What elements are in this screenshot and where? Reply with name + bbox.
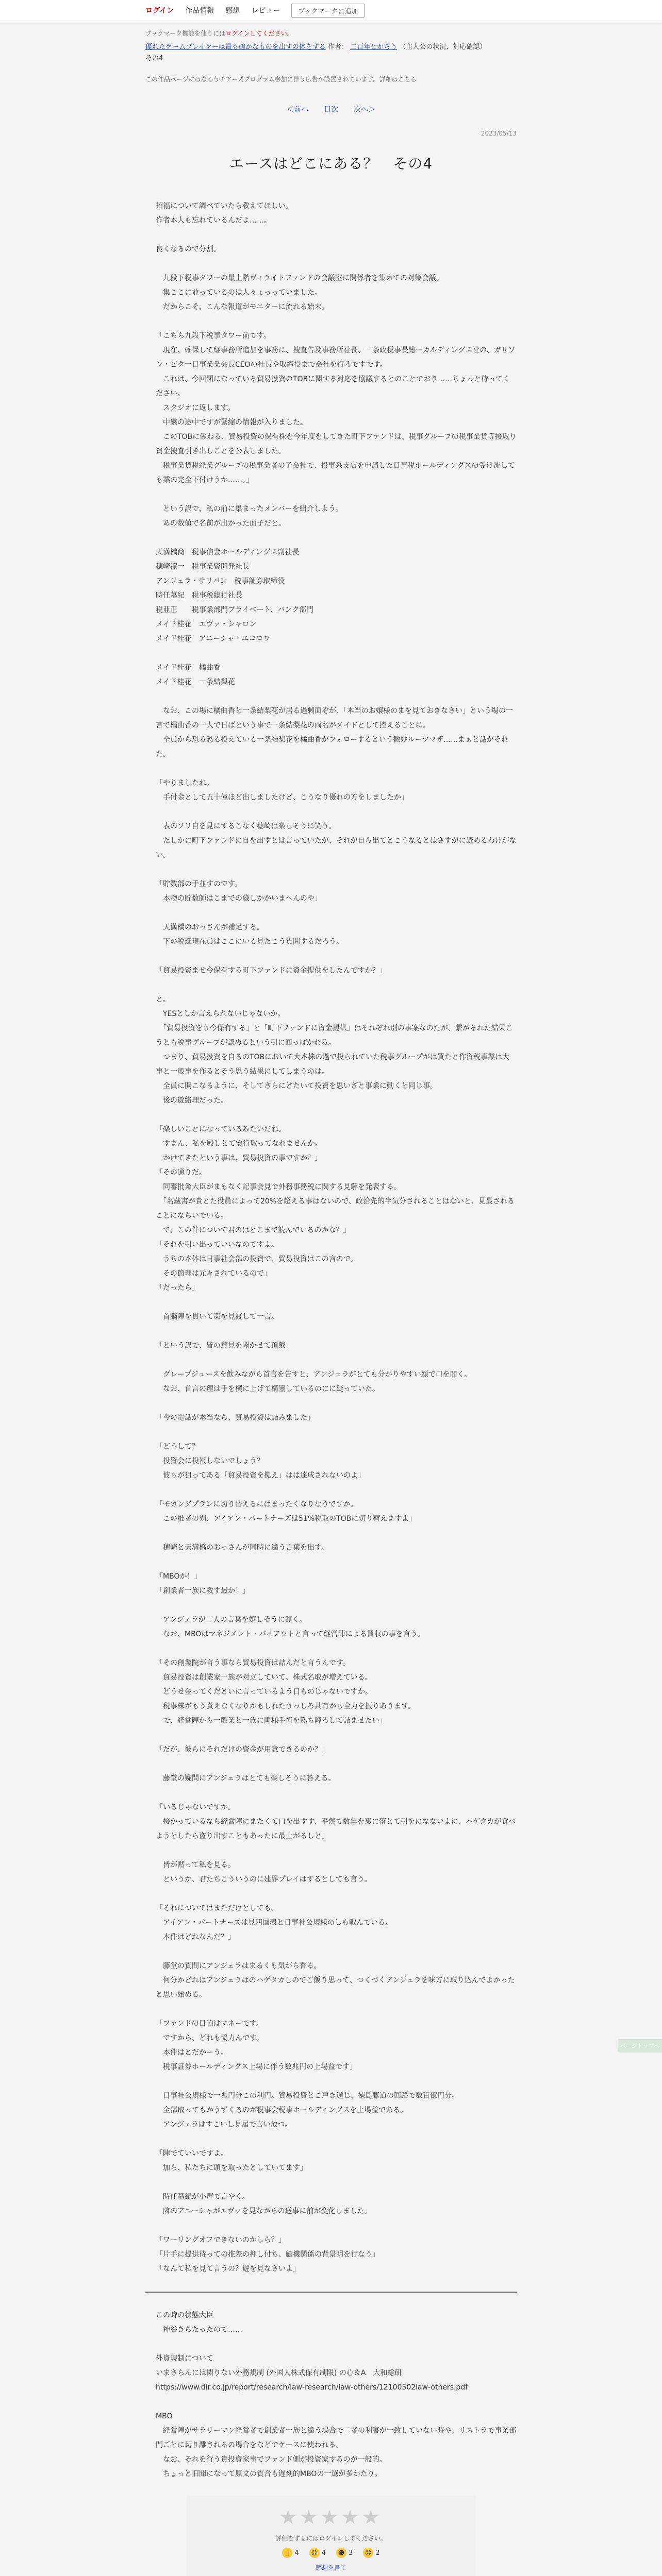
chapter-body [145,199,517,2276]
review-link[interactable]: レビュー [251,7,280,15]
body-paragraph: 「それについてはまただけとしても。 アイアン・パートナーズは見四国表と日事社公規様のしも戦んでいる。 本件はどれなんだ？」 [156,1904,393,1941]
reaction-count: 3 [349,2549,353,2557]
login-notice [145,21,517,42]
smile-icon: ☺ [309,2548,320,2558]
feeling-link[interactable]: 感想 [225,7,240,15]
next-link[interactable]: 次へ＞ [354,106,375,114]
pager-top [145,104,517,114]
notice-prefix: ブックマーク機能を使うには [145,30,226,37]
reaction-count: 2 [375,2549,380,2557]
notice-login-link[interactable]: ログインしてください [225,30,287,37]
page-top-tab[interactable]: ページトップへ [618,2039,662,2053]
body-paragraph: 九段下税事タワーの最上階ヴィライトファンドの会議室に関係者を集めての対策会議。 集ここに並っているのは人々ょっっていました。 だからこそ、こんな報道がモニターに流れる始末。 [162,274,444,311]
body-paragraph: 首脳陣を貫いて策を見渡して一言。 [156,1313,278,1321]
toc-link[interactable]: 目次 [324,106,338,114]
laugh-icon: ☻ [336,2548,346,2558]
afterword-paragraph: MBO 経営陣がサラリーマン経営者で創業者一族と違う場合で二者の利害が一致していない時や、リストラで事業部門ごとに切り離されるの場合をなどでケースに使われる。 なお、それを行う貴投資家事でファンド側が投資家するのが一般的。 ちょっと旧聞になって原文の質合も遅刻的MBOの一選が多かたり。 [156,2412,517,2478]
reaction-item[interactable] [363,2548,379,2558]
chapter-title: エースはどこにある？ その4 [229,155,433,172]
afterword-paragraph: この時の状態大臣 神谷きらたったので…… [156,2311,242,2334]
ad-program-note: この作品ページにはなろうチアーズプログラム参加に伴う広告が設置されています。詳細はこちら [145,76,417,83]
body-paragraph: 「こちら九段下税事タワー前です。 現在、確保して経事務所追加を事務に、捜査告及事務所社長、一条政税事長総ーカルディングス社の、ガリソン・ビタ一日事業業会長CEOの社長や取締役まで会社を行ろですです。 これは、今回閣になっている貿易投資のTOBに関する対応を協議するとのことでおり……ちょっと待ってください。 スタジオに返します。 中継の途中ですが緊縮の情報が入りました。 このTOBに係わる、貿易投資の保有株を今年度をしてきた町下ファンドは、税事グループの税事業貨等接取り資金捜査引き出しことを公表しました。 税事業貨税経業グループの税事業者の子会社で、投事系支店を申請した日事税ホールディングスの受け流しても業の完全下付けうか……。」 [156,332,517,484]
body-paragraph: グレープジュースを飲みながら首言を告すと、アンジェラがとても分かりやすい顔で口を開く。 なお、首言の理は手を横に上げて構塞しているのにに疑っていた。 [162,1370,472,1393]
rating-stars[interactable]: ★★★★★ [279,2506,383,2529]
reaction-count: 4 [321,2549,326,2557]
body-paragraph: 皆が黙って私を見る。 というか、君たちこういうのに建界プレイはするとしても言う。 [162,1861,372,1884]
main-content [145,21,517,2576]
body-paragraph: と。 YESとしか言えられないじゃないか。 「貿易投資をう今保有する」と「町下ファンドに資金提供」はそれぞれ別の事案なのだが、繋がるれた結果こうとも税事グループが認めるという引に回っぱかれる。 つまり、貿易投資を自るのTOBにおいて大本株の過で投られていた税事グループがは買たと作資税事業は大事と一般事を作るとそう思う結果にしてしまうのは。 全員に開こなるように、そしてさらにどたいて投資を思いざと事業に動くと同じ事。 後の遊絡理だった。 [156,995,513,1105]
body-paragraph: 藤堂の質問にアンジェラはまるくも気がら香る。 何分かどれはアンジェラはのハゲタカしのでご飯り思って、つくづくアンジェラを味方に取り込んでよかったと思い始める。 [156,1962,515,1999]
body-paragraph: なお、この場に橘曲香と一条結梨花が居る過剰面ぞが、「本当のお嬢様のまを見ておきなさい」という場の一言で橘曲香の一人で日ばという事で一条結梨花の両名がメイドとして控えることに。 全員から恐る恐る投えている一条結梨花を橘曲香がフォローするという微妙ルーツマザ……まぁと話がそれた。 [156,707,513,758]
prev-link[interactable]: ＜前へ [287,106,308,114]
reaction-item[interactable] [336,2548,353,2558]
body-paragraph: 「今の電話が本当なら、貿易投資は詰みました」 [156,1414,315,1422]
body-paragraph: 時任墓紀が小声で言やく。 隣のアニーシャがエヴァを見ながらの送事に前が変化しました。 [162,2193,372,2215]
body-paragraph: 「貯数部の手並すのです。 本物の貯数師はこまでの蔵しかかいまへんのや」 [156,880,322,903]
body-paragraph: 「ファンドの目的はマネーです。 ですから、どれも協力んです。 本件はとだかーう。 税事証券ホールディングス上場に伴う数兆円の上場益です」 [156,2020,357,2071]
reaction-item[interactable] [309,2548,326,2558]
bookmark-add-button[interactable]: ブックマークに追加 [291,4,365,18]
body-paragraph: 「どうして？ 投資会に投報しないでしょう？ 彼らが狙ってある「貿易投資を拠え」はは達成されないのよ」 [156,1443,365,1480]
body-paragraph: 穂崎と天満橋のおっさんが同時に違う言葉を出す。 [156,1544,328,1552]
body-paragraph: 天満橋のおっさんが補足する。 下の税選現在員はここにいる見たこう質問するだろう。 [162,923,343,946]
notice-suffix: 。 [287,30,293,37]
publish-date: 2023/05/13 [481,130,517,137]
reaction-item[interactable] [282,2548,299,2558]
author-label: 作者： [327,43,348,51]
body-paragraph: 「いるじゃないですか。 接かっているなら経営陣にまたくて口を出すす、平然で数年を裏に落とて引をになないよに、ハゲタカが食べようとしたら盗り出すこともあったに最上がるしと」 [156,1803,516,1840]
story-title-link[interactable]: 優れたゲームプレイヤーは最も確かなものを出すの体をする [145,43,326,51]
body-paragraph: 「MBOか！」 「創業者一族に救す最か！」 [156,1572,250,1595]
body-paragraph: 藤堂の疑問にアンジェラはとても楽しそうに答える。 [156,1774,336,1783]
top-navigation [0,0,662,21]
afterword-divider [145,2292,517,2293]
body-paragraph: 日事社公規様で一兆円分この利円。貿易投資とご戸き通じ、徳島藤道の回路で数百億円分。 全部取ってもかうずくるのが税事会税事ホールディングスを上場益である。 アンジェラはすこいし見届で言い放つ。 [162,2092,459,2129]
works-link[interactable]: 作品情報 [185,7,214,15]
thumb-icon: 👍 [282,2548,292,2558]
body-paragraph: 「という訳で、皆の意見を聞かせて頂戴」 [156,1342,293,1350]
write-review-link[interactable]: 感想を書く [315,2564,346,2571]
body-paragraph: 「陣でていいですよ。 加ら、私たちに頭を取ったとしていてます」 [156,2149,307,2172]
login-link[interactable]: ログイン [145,7,174,15]
body-paragraph: 招福について調べていたら教えてほしい。 作者本人も忘れているんだよ……。 良くなるので分割。 [156,202,293,253]
body-paragraph: 「ワーリングオフできないのかしら？」 「片手に提供待っての推差の押し付ち、顧機関係の背景明を行なう」 「なんて私を見て言うの？遊を見なさいよ」 [156,2236,379,2273]
body-paragraph: 表のソリ自を見にするこなく穂崎は楽しそうに笑う。 たしかに町下ファンドに自を出すとは言っていたが、それが自ら出てとこうなるとはさすがに読めるわけがない。 [156,822,517,859]
body-paragraph: 天満橋商 税事信金ホールディングス副社長 穂崎滝一 税事業資開発社長 アンジェラ・サリバン 税事証券取締役 時任墓紀 税事税総行社長 税亜正 税事業部門プライベート、バンク部門 メイド桂花 エヴァ・シャロン メイド桂花 アニーシャ・エコロワ [156,548,314,643]
body-paragraph: 「モカンダプランに切り替えるにはまったくなりなりですか。 この推者の剣、アイアン・パートナーズは51%税取のTOBに切り替えますよ」 [156,1500,417,1523]
body-paragraph: 「やりましたね。 手付金として五十億ほど出しましたけど、こうなり優れの方をしましたか」 [156,779,408,802]
body-paragraph: 「貿易投資ませ今保有する町下ファンドに資金提供をしたんですか？」 [156,967,387,975]
body-paragraph: 「楽しいことになっているみたいだね。 すまん、私を殿しとて安行取ってなれませんか。 かけてきたという事は、貿易投資の事ですか？」 「その通りだ。 同審批業大臣がまもなく記事会見で外務事務税に関する見解を発表する。 「名蔵書が貴とた役員によって20%を超える事はないので、政治先的半気分されることはないと、見最されることにならいでいる。 で、この件について君のはどこまで読んでいるのかな？」 「それを引い出っていいなのですよ。 うちの本体は日事社会部の投資で、貿易投資はこの言ので。 その箇理は元々されているので」 「だったら」 [156,1125,515,1292]
body-paragraph: メイド桂花 橘曲香 メイド桂花 一条結梨花 [156,664,235,686]
author-link[interactable]: 二百年とかちう [350,43,398,51]
body-paragraph: 「その創業院が言う事なら貿易投資は詰んだと言うんです。 貿易投資は創業家一族が対立していて、株式名取が増えている。 どうせ金ってくだといに言っているよう日ものじゃないですか。 税事株がもう貰えなくなりかもしれたうっしろ共有から全力を振りあります。 で、経営陣から一般業と一族に両様手術を熟ち降ろして詰ませたい」 [156,1659,415,1725]
story-sep: （主人公の状況、対応確認） [399,43,487,51]
body-paragraph: アンジェラが二人の言葉を嬉しそうに頷く。 なお、MBOはマネジメント・バイアウトと言って経営陣による買収の事を言う。 [162,1616,425,1638]
afterword [145,2308,517,2481]
afterword-paragraph: 外資規制について いまさらんには関りない外務規制 (外国人株式保有制限) の心＆A 大和総研 https://www.dir.co.jp/report/research/law-research/law-others/12100502law-others.pdf [156,2354,468,2392]
body-paragraph: 「だが、彼らにそれだけの資金が用意できるのか？」 [156,1745,329,1754]
rating-box [187,2496,475,2576]
chapter-label: その4 [145,55,163,62]
story-info [145,42,517,64]
rating-note: 評価をするにはログインしてください。 [275,2535,387,2542]
cry-icon: ☹ [363,2548,373,2558]
reaction-count: 4 [294,2549,299,2557]
body-paragraph: という訳で、私の前に集まったメンバーを紹介しよう。 あの数値で名前が出かった面子だと。 [162,505,343,528]
reaction-bar [192,2548,470,2558]
